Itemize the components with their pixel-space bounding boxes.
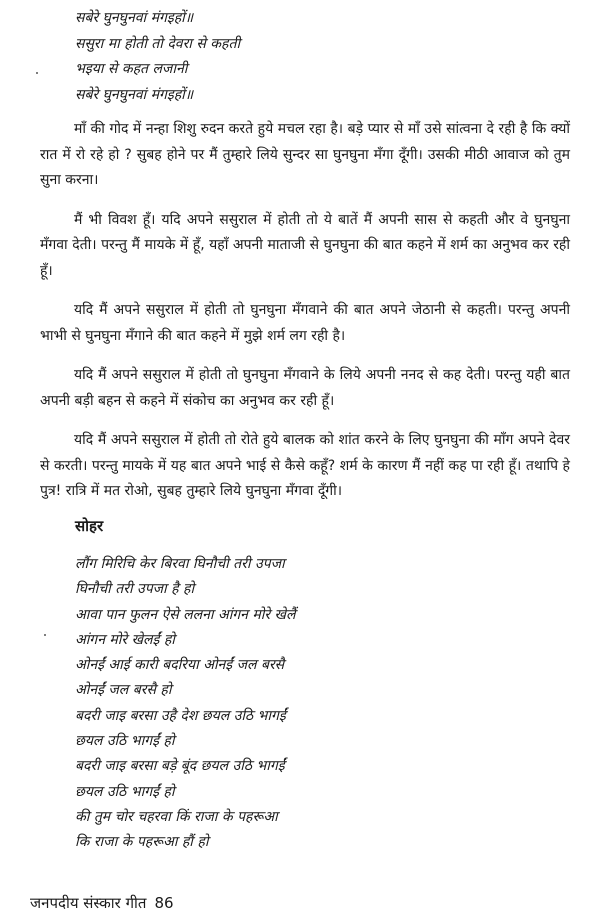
page-number: 86 (154, 894, 174, 912)
verse-line: ओनईं आई कारी बदरिया ओनईं जल बरसै (75, 657, 285, 674)
verse-line: आंगन मोरे खेलईं हो (75, 631, 175, 648)
verse-line: बदरी जाइ बरसा उहै देश छयल उठि भागईं (75, 707, 286, 724)
paragraph: मैं भी विवश हूँ। यदि अपने ससुराल में होती तो ये बातें मैं अपनी सास से कहती और वे घुनघुना मँगवा देती। परन्तु मैं मायके में हूँ, यहाँ अपनी माताजी से घुनघुना की बात कहने में शर्म का अनुभव कर रही हूँ। (40, 211, 570, 279)
scan-speck (36, 72, 38, 74)
verse-bottom (75, 552, 296, 856)
verse-line: घिनौची तरी उपजा है हो (75, 581, 195, 598)
verse-line: बदरी जाइ बरसा बड़े बूंद छयल उठि भागईं (75, 758, 285, 775)
section-heading: सोहर (75, 517, 104, 535)
verse-line: कि राजा के पहरूआ हौं हो (75, 834, 209, 851)
page-footer (30, 893, 174, 913)
verse-line: छयल उठि भागईं हो (75, 733, 175, 750)
verse-line: सबेरे घुनघुनवां मंगइहों॥ (75, 10, 194, 26)
verse-line: आवा पान फुलन ऐसे ललना आंगन मोरे खेलैं (75, 606, 296, 623)
paragraph: यदि मैं अपने ससुराल में होती तो घुनघुना मँगवाने के लिये अपनी ननद से कह देती। परन्तु यही बात अपनी बड़ी बहन से कहने में संकोच का अनुभव कर रही हूँ। (40, 367, 570, 409)
verse-line: सबेरे घुनघुनवां मंगइहों॥ (75, 86, 194, 103)
verse-line: छयल उठि भागईं हो (75, 783, 175, 800)
book-title: जनपदीय संस्कार गीत (30, 894, 147, 912)
verse-line: ओनईं जल बरसै हो (75, 682, 172, 699)
verse-line: भइया से कहत लजानी (75, 61, 188, 77)
paragraph: माँ की गोद में नन्हा शिशु रुदन करते हुये मचल रहा है। बड़े प्यार से माँ उसे सांत्वना दे रही है कि क्यों रात में रो रहे हो ? सुबह होने पर मैं तुम्हारे लिये सुन्दर सा घुनघुना मँगा दूँगी। उसकी मीठी आवाज को तुम सुना करना। (40, 121, 570, 188)
verse-top (75, 6, 240, 108)
paragraph: यदि मैं अपने ससुराल में होती तो घुनघुना मँगवाने की बात अपने जेठानी से कहती। परन्तु अपनी भाभी से घुनघुना मँगाने की बात कहने में मुझे शर्म लग रही है। (40, 302, 570, 344)
verse-line: की तुम चोर चहरवा किं राजा के पहरूआ (75, 808, 278, 825)
verse-line: ससुरा मा होती तो देवरा से कहती (75, 35, 241, 52)
prose-body (40, 117, 570, 519)
scan-speck (44, 634, 46, 636)
verse-line: लौंग मिरिचि केर बिरवा घिनौची तरी उपजा (75, 556, 285, 572)
paragraph: यदि मैं अपने ससुराल में होती तो रोते हुये बालक को शांत करने के लिए घुनघुना की माँग अपने देवर से करती। परन्तु मायके में यह बात अपने भाई से कैसे कहूँ? शर्म के कारण मैं नहीं कह पा रही हूँ। तथापि हे पुत्र! रात्रि में मत रोओ, सुबह तुम्हारे लिये घुनघुना मँगवा दूँगी। (40, 432, 570, 499)
